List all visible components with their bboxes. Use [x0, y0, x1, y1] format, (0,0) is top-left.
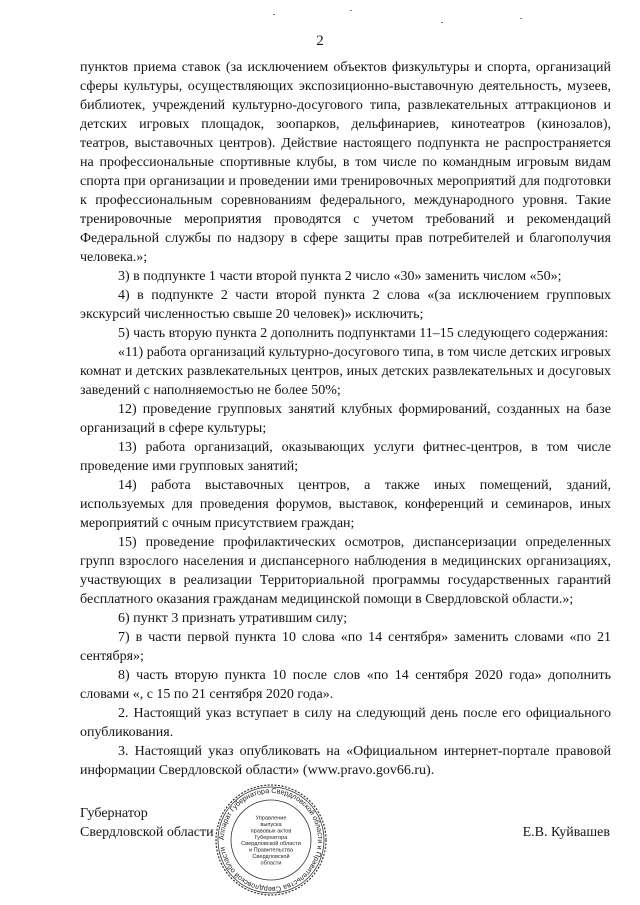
paragraph: пунктов приема ставок (за исключением объектов физкультуры и спорта, организаций сферы культуры, осуществляющих экспозиционно-выставочную деятельность, музеев, библиотек, учреждений культурно-досугового типа, развлекательных аттракционов и детских игровых площадок, зоопарков, дельфинариев, кинотеатров (кинозалов), театров, выставочных центров). Действие настоящего подпункта не распространяется на профессиональные спортивные клубы, в том числе по командным игровым видам спорта при организации и проведении ими тренировочных мероприятий для подготовки к профессиональным соревнованиям федерального, международного уровня. Такие тренировочные мероприятия проводятся с учетом требований и рекомендаций Федеральной службы по надзору в сфере защиты прав потребителей и благополучия человека.»; — [80, 60, 611, 265]
paragraph: 3) в подпункте 1 части второй пункта 2 число «30» заменить числом «50»; — [118, 269, 562, 284]
paragraph: 8) часть вторую пункта 10 после слов «по 14 сентября 2020 года» дополнить словами «, с 15 по 21 сентября 2020 года». — [80, 668, 611, 702]
stamp-center-line: и Правительства — [249, 847, 293, 854]
document-body — [80, 58, 611, 780]
position-line-2: Свердловской области — [80, 825, 214, 840]
stamp-center-line: Управление — [255, 815, 287, 822]
stamp-center-line: правовых актов — [250, 828, 292, 835]
paragraph: 4) в подпункте 2 части второй пункта 2 слова «(за исключением групповых экскурсий численностью свыше 20 человек)» исключить; — [80, 288, 611, 322]
paragraph: 7) в части первой пункта 10 слова «по 14 сентября» заменить словами «по 21 сентября»; — [80, 630, 611, 664]
stamp-ring-text: Аппарат Губернатора Свердловской области и Правительства Свердловской области — [216, 785, 326, 895]
paragraph: 13) работа организаций, оказывающих услуги фитнес-центров, в том числе проведение ими групповых занятий; — [80, 440, 611, 474]
page-number: 2 — [316, 33, 324, 49]
stamp-center-line: Свердловской — [252, 854, 290, 860]
stamp-center-line: области — [260, 860, 282, 867]
paragraph: 5) часть вторую пункта 2 дополнить подпунктами 11–15 следующего содержания: — [118, 326, 609, 341]
signatory-name: Е.В. Куйвашев — [522, 825, 610, 840]
position-line-1: Губернатор — [80, 806, 148, 821]
signatory-position — [80, 804, 214, 842]
paragraph: 6) пункт 3 признать утратившим силу; — [118, 611, 348, 626]
official-stamp — [214, 783, 328, 897]
paragraph: 3. Настоящий указ опубликовать на «Официальном интернет-портале правовой информации Свердловской области» (www.pravo.gov66.ru). — [80, 744, 611, 778]
paragraph: 2. Настоящий указ вступает в силу на следующий день после его официального опубликования. — [80, 706, 611, 740]
stamp-center-line: Свердловской области — [241, 841, 301, 848]
paragraph: 12) проведение групповых занятий клубных формирований, созданных на базе организаций в сфере культуры; — [80, 402, 611, 436]
paragraph: «11) работа организаций культурно-досугового типа, в том числе детских игровых комнат и детских развлекательных центров, иных детских развлекательных и досуговых заведений с наполняемостью не более 50%; — [80, 345, 611, 398]
paragraph: 15) проведение профилактических осмотров, диспансеризации определенных групп взрослого населения и диспансерного наблюдения в медицинских организациях, участвующих в реализации Территориальной программы государственных гарантий бесплатного оказания гражданам медицинской помощи в Свердловской области.»; — [80, 535, 611, 607]
stamp-center-line: выпуска — [260, 822, 282, 828]
paragraph: 14) работа выставочных центров, а также иных помещений, зданий, используемых для проведения форумов, выставок, конференций и семинаров, иных мероприятий с очным присутствием граждан; — [80, 478, 611, 531]
stamp-center-line: Губернатора — [254, 834, 288, 841]
